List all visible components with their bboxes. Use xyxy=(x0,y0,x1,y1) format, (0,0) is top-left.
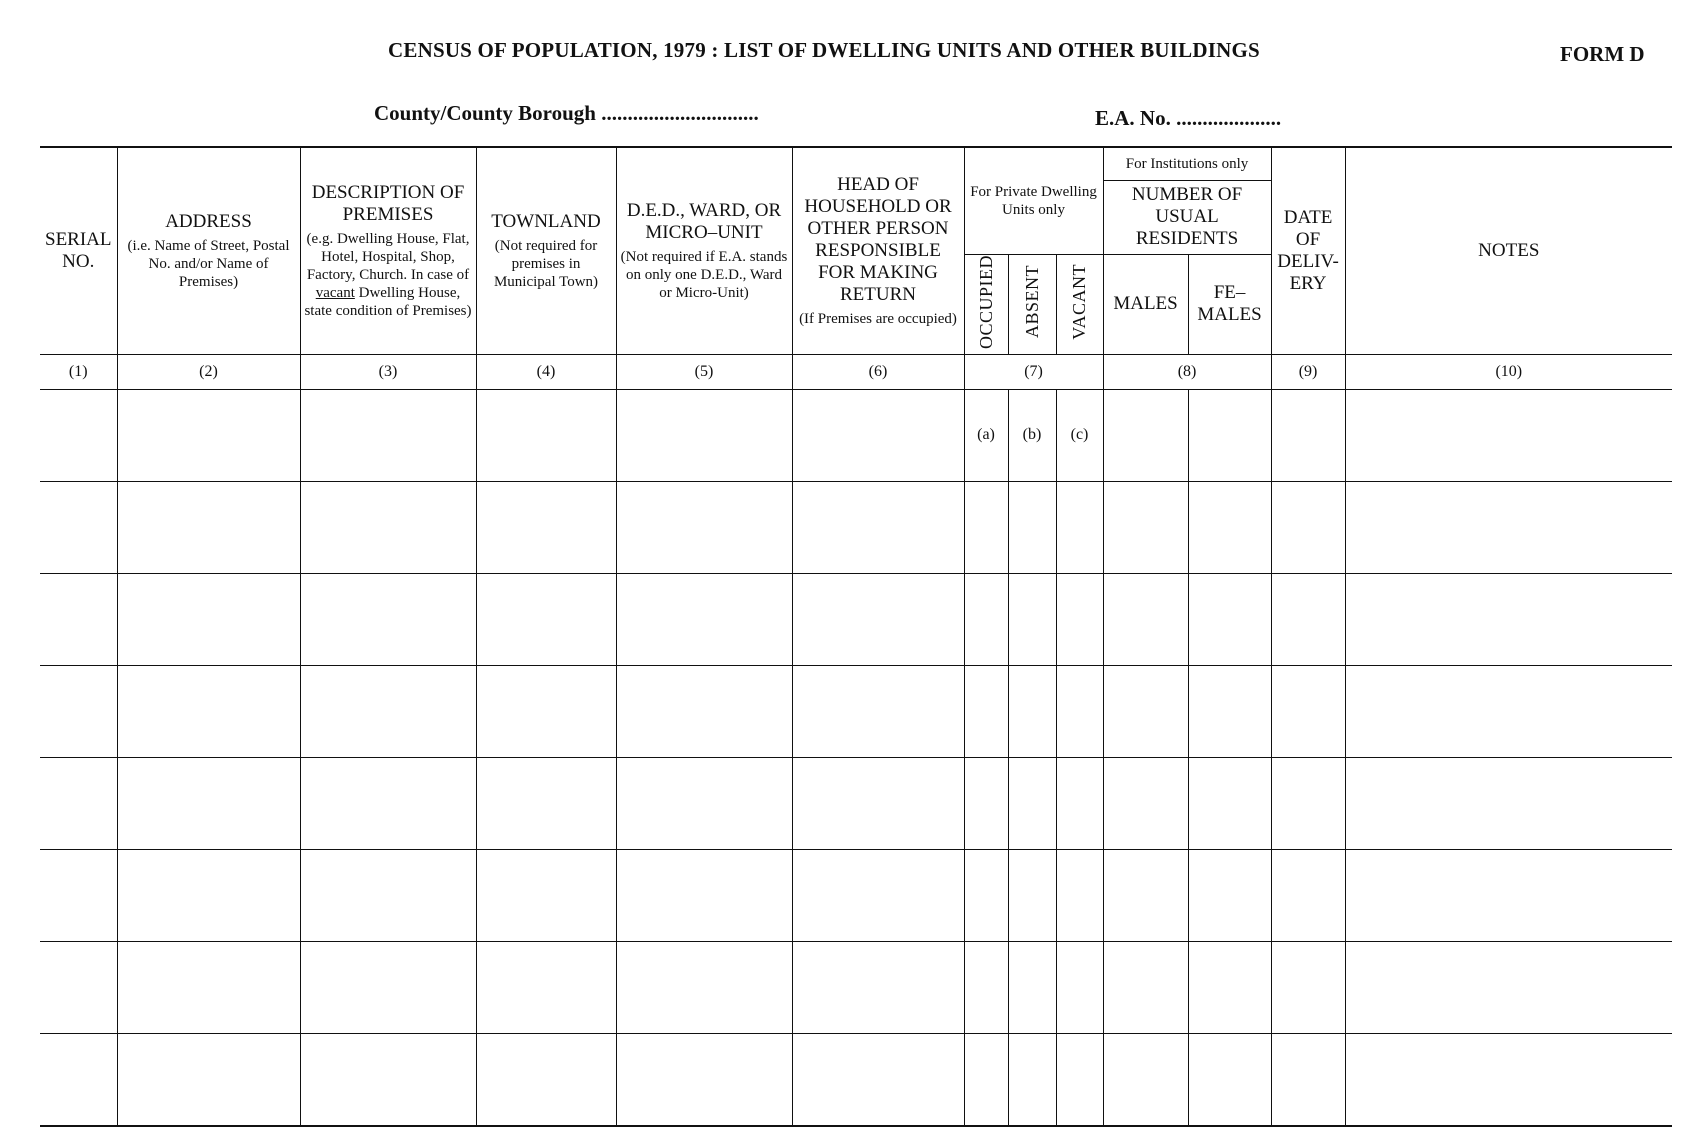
table-cell[interactable] xyxy=(1008,941,1056,1033)
table-cell[interactable] xyxy=(300,665,476,757)
table-cell[interactable] xyxy=(1188,481,1271,573)
females-text: FE– MALES xyxy=(1197,282,1262,325)
townland-header xyxy=(476,147,616,354)
table-cell[interactable] xyxy=(1188,389,1271,481)
address-note: (i.e. Name of Street, Postal No. and/or Name of Premises) xyxy=(127,237,290,290)
table-cell[interactable] xyxy=(1103,573,1188,665)
dwelling-list-table xyxy=(40,146,1672,1127)
table-cell[interactable] xyxy=(1345,573,1672,665)
table-cell[interactable] xyxy=(792,481,964,573)
description-title: DESCRIPTION OF PREMISES xyxy=(311,181,465,225)
table-cell[interactable] xyxy=(476,941,616,1033)
table-cell[interactable] xyxy=(964,941,1008,1033)
table-cell[interactable] xyxy=(1345,849,1672,941)
table-cell[interactable] xyxy=(1103,849,1188,941)
table-cell[interactable] xyxy=(1271,1033,1345,1126)
table-cell[interactable] xyxy=(1056,757,1103,849)
ded-note: (Not required if E.A. stands on only one D.E.D., Ward or Micro-Unit) xyxy=(620,248,788,301)
table-cell[interactable] xyxy=(792,1033,964,1126)
table-cell[interactable] xyxy=(1103,757,1188,849)
table-row xyxy=(40,757,1672,849)
table-cell[interactable] xyxy=(1008,1033,1056,1126)
table-cell[interactable] xyxy=(792,665,964,757)
ea-label: E.A. No. xyxy=(1095,106,1171,130)
sub-label-vacant[interactable]: (c) xyxy=(1056,389,1103,481)
table-cell[interactable] xyxy=(1188,1033,1271,1126)
head-header xyxy=(792,147,964,354)
table-cell[interactable] xyxy=(1271,849,1345,941)
table-cell[interactable] xyxy=(40,481,117,573)
ded-title: D.E.D., WARD, OR MICRO–UNIT xyxy=(626,199,782,243)
males-text: MALES xyxy=(1113,293,1178,314)
table-cell[interactable] xyxy=(40,1033,117,1126)
table-cell[interactable] xyxy=(476,757,616,849)
table-cell[interactable] xyxy=(1056,573,1103,665)
table-cell[interactable] xyxy=(964,1033,1008,1126)
townland-title: TOWNLAND xyxy=(491,210,601,232)
townland-note: (Not required for premises in Municipal Town) xyxy=(493,237,599,290)
table-cell[interactable] xyxy=(1271,665,1345,757)
table-cell[interactable] xyxy=(792,757,964,849)
head-note: (If Premises are occupied) xyxy=(799,310,957,327)
description-header xyxy=(300,147,476,354)
table-cell[interactable] xyxy=(300,757,476,849)
table-row xyxy=(40,665,1672,757)
absent-header xyxy=(1008,254,1056,354)
column-number-row xyxy=(40,354,1672,389)
vacant-text: VACANT xyxy=(1069,263,1090,340)
table-cell[interactable] xyxy=(964,757,1008,849)
table-cell[interactable] xyxy=(964,481,1008,573)
table-cell[interactable] xyxy=(1271,941,1345,1033)
table-cell[interactable] xyxy=(792,389,964,481)
table-cell[interactable] xyxy=(1271,389,1345,481)
column-number: (7) xyxy=(964,354,1103,389)
table-cell[interactable] xyxy=(1103,665,1188,757)
table-cell[interactable] xyxy=(117,573,300,665)
description-note-vacant: vacant xyxy=(315,284,355,301)
table-cell[interactable] xyxy=(1345,941,1672,1033)
description-note xyxy=(301,228,476,322)
table-cell[interactable] xyxy=(476,481,616,573)
table-cell[interactable] xyxy=(1056,849,1103,941)
column-number: (5) xyxy=(616,354,792,389)
blank-rows xyxy=(40,481,1672,1126)
table-cell[interactable] xyxy=(1103,941,1188,1033)
ea-value: .................... xyxy=(1176,106,1282,130)
table-cell[interactable] xyxy=(792,573,964,665)
table-cell[interactable] xyxy=(1056,1033,1103,1126)
institutions-group-header xyxy=(1103,147,1271,180)
table-cell[interactable] xyxy=(300,1033,476,1126)
column-number: (2) xyxy=(117,354,300,389)
notes-header-text: NOTES xyxy=(1478,239,1540,261)
table-row xyxy=(40,849,1672,941)
table-cell[interactable] xyxy=(1103,481,1188,573)
table-cell[interactable] xyxy=(1188,757,1271,849)
column-number: (9) xyxy=(1271,354,1345,389)
column-number: (6) xyxy=(792,354,964,389)
table-cell[interactable] xyxy=(300,849,476,941)
table-row xyxy=(40,389,1672,481)
address-title: ADDRESS xyxy=(165,210,252,232)
table-cell[interactable] xyxy=(117,481,300,573)
serial-header xyxy=(40,147,117,354)
table-cell[interactable] xyxy=(1008,481,1056,573)
table-cell[interactable] xyxy=(1271,757,1345,849)
table-cell[interactable] xyxy=(964,849,1008,941)
table-cell[interactable] xyxy=(1103,1033,1188,1126)
date-header-text: DATE OF DELIV- ERY xyxy=(1277,206,1339,294)
address-header xyxy=(117,147,300,354)
table-cell[interactable] xyxy=(964,573,1008,665)
table-cell[interactable] xyxy=(1008,665,1056,757)
notes-header xyxy=(1345,147,1672,354)
column-number: (3) xyxy=(300,354,476,389)
table-cell[interactable] xyxy=(40,573,117,665)
table-cell[interactable] xyxy=(1188,573,1271,665)
table-cell[interactable] xyxy=(616,665,792,757)
table-cell[interactable] xyxy=(1056,665,1103,757)
table-cell[interactable] xyxy=(792,941,964,1033)
table-cell[interactable] xyxy=(1271,573,1345,665)
table-cell[interactable] xyxy=(40,389,117,481)
table-cell[interactable] xyxy=(117,389,300,481)
table-row xyxy=(40,573,1672,665)
table-cell[interactable] xyxy=(616,1033,792,1126)
table-cell[interactable] xyxy=(792,849,964,941)
sub-label-occupied[interactable]: (a) xyxy=(964,389,1008,481)
table-cell[interactable] xyxy=(1056,941,1103,1033)
table-cell[interactable] xyxy=(476,389,616,481)
table-cell[interactable] xyxy=(476,1033,616,1126)
table-cell[interactable] xyxy=(117,665,300,757)
table-row xyxy=(40,481,1672,573)
table-cell[interactable] xyxy=(1188,849,1271,941)
table-cell[interactable] xyxy=(1345,481,1672,573)
table-cell[interactable] xyxy=(1345,665,1672,757)
table-cell[interactable] xyxy=(1008,849,1056,941)
table-cell[interactable] xyxy=(616,757,792,849)
table-cell[interactable] xyxy=(1008,757,1056,849)
form-title: CENSUS OF POPULATION, 1979 : LIST OF DWELLING UNITS AND OTHER BUILDINGS xyxy=(388,38,1260,62)
ea-field[interactable] xyxy=(1095,106,1281,131)
occupied-header xyxy=(964,254,1008,354)
table-cell[interactable] xyxy=(1345,757,1672,849)
table-cell[interactable] xyxy=(964,665,1008,757)
table-cell[interactable] xyxy=(40,849,117,941)
form-id: FORM D xyxy=(1560,42,1645,66)
residents-header-text: NUMBER OF USUAL RESIDENTS xyxy=(1131,184,1243,249)
table-cell[interactable] xyxy=(616,389,792,481)
table-cell[interactable] xyxy=(476,849,616,941)
institutions-group-text: For Institutions only xyxy=(1125,155,1249,172)
column-number: (10) xyxy=(1345,354,1672,389)
table-cell[interactable] xyxy=(300,941,476,1033)
county-label: County/County Borough xyxy=(374,101,596,125)
sub-label-absent[interactable]: (b) xyxy=(1008,389,1056,481)
table-cell[interactable] xyxy=(300,481,476,573)
table-cell[interactable] xyxy=(1188,941,1271,1033)
table-cell[interactable] xyxy=(117,849,300,941)
column-number: (8) xyxy=(1103,354,1271,389)
column-number: (1) xyxy=(40,354,117,389)
absent-text: ABSENT xyxy=(1021,265,1042,339)
county-value: .............................. xyxy=(601,101,759,125)
description-note-b: Dwelling House, state condition of Premises) xyxy=(304,284,472,319)
table-cell[interactable] xyxy=(1271,481,1345,573)
private-group-header xyxy=(964,147,1103,254)
table-cell[interactable] xyxy=(1008,573,1056,665)
table-cell[interactable] xyxy=(117,941,300,1033)
table-cell[interactable] xyxy=(117,757,300,849)
serial-header-text: SERIAL NO. xyxy=(45,228,112,272)
females-header xyxy=(1188,254,1271,354)
table-row xyxy=(40,1033,1672,1126)
table-cell[interactable] xyxy=(40,757,117,849)
table-row xyxy=(40,941,1672,1033)
table-cell[interactable] xyxy=(1345,389,1672,481)
table-cell[interactable] xyxy=(1103,389,1188,481)
residents-header xyxy=(1103,180,1271,254)
head-title: HEAD OF HOUSEHOLD OR OTHER PERSON RESPONSIBLE FOR MAKING RETURN xyxy=(804,173,952,305)
males-header xyxy=(1103,254,1188,354)
table-cell[interactable] xyxy=(476,573,616,665)
table-cell[interactable] xyxy=(117,1033,300,1126)
table-cell[interactable] xyxy=(300,573,476,665)
table-cell[interactable] xyxy=(616,941,792,1033)
table-cell[interactable] xyxy=(40,665,117,757)
table-cell[interactable] xyxy=(476,665,616,757)
ded-header xyxy=(616,147,792,354)
vacant-header xyxy=(1056,254,1103,354)
date-header xyxy=(1271,147,1345,354)
table-cell[interactable] xyxy=(616,481,792,573)
table-cell[interactable] xyxy=(1188,665,1271,757)
table-cell[interactable] xyxy=(300,389,476,481)
table-cell[interactable] xyxy=(616,849,792,941)
occupied-text: OCCUPIED xyxy=(975,254,996,349)
table-cell[interactable] xyxy=(616,573,792,665)
table-cell[interactable] xyxy=(1345,1033,1672,1126)
description-note-a: (e.g. Dwelling House, Flat, Hotel, Hospital, Shop, Factory, Church. In case of xyxy=(306,230,470,283)
column-number: (4) xyxy=(476,354,616,389)
table-cell[interactable] xyxy=(1056,481,1103,573)
private-group-text: For Private Dwelling Units only xyxy=(970,183,1097,218)
table-cell[interactable] xyxy=(40,941,117,1033)
county-field[interactable] xyxy=(374,101,759,126)
